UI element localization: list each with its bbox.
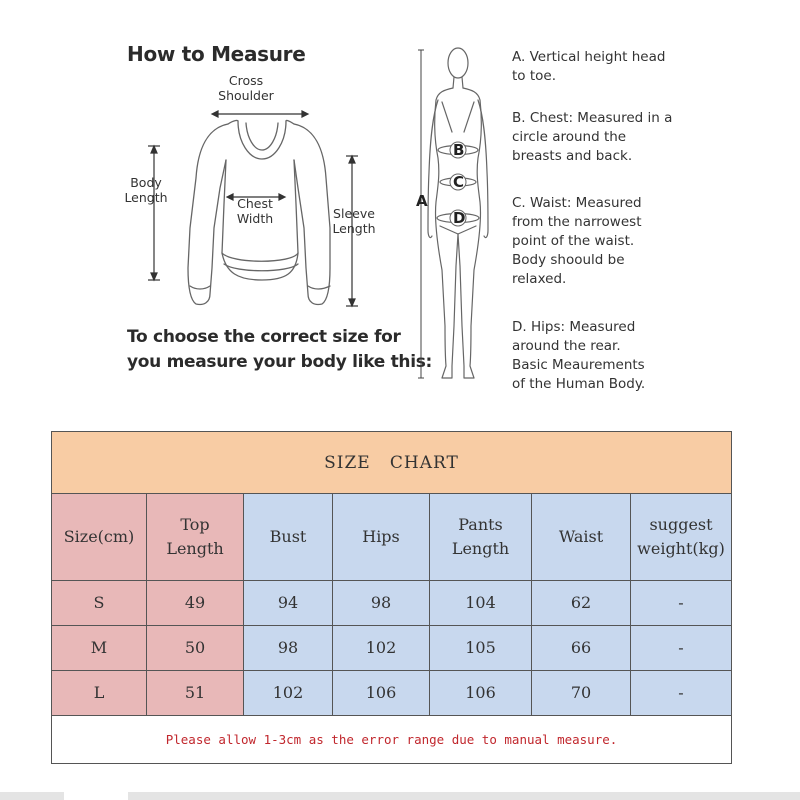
size-chart-title: SIZE CHART: [52, 432, 732, 494]
hips-letter-d: D: [453, 209, 466, 227]
header-waist: Waist: [532, 494, 631, 581]
size-tip-line-2: you measure your body like this:: [127, 352, 433, 372]
measure-title: How to Measure: [127, 42, 306, 66]
waist-cell: 66: [532, 626, 631, 671]
waist-cell: 62: [532, 581, 631, 626]
weight-cell: -: [631, 626, 732, 671]
chest-width-label: Chest Width: [236, 196, 274, 226]
hips-cell: 102: [333, 626, 430, 671]
top-length-cell: 50: [147, 626, 244, 671]
pants-length-cell: 104: [430, 581, 532, 626]
sweater-illustration: [108, 28, 408, 318]
bottom-strip-right: [128, 792, 800, 800]
header-top-length: Top Length: [147, 494, 244, 581]
how-to-measure-panel: [108, 28, 700, 423]
header-hips: Hips: [333, 494, 430, 581]
header-suggest-weight: suggest weight(kg): [631, 494, 732, 581]
size-cell: M: [52, 626, 147, 671]
hips-cell: 98: [333, 581, 430, 626]
size-tip-line-1: To choose the correct size for: [127, 327, 401, 347]
note-row: [52, 716, 732, 764]
description-chest: B. Chest: Measured in a circle around the breasts and back.: [512, 110, 673, 164]
chest-letter-b: B: [453, 141, 465, 159]
size-chart-title-row: [52, 432, 732, 494]
waist-cell: 70: [532, 671, 631, 716]
hips-cell: 106: [333, 671, 430, 716]
body-length-label: Body Length: [124, 175, 168, 205]
pants-length-cell: 105: [430, 626, 532, 671]
bust-cell: 94: [244, 581, 333, 626]
sleeve-length-label: Sleeve Length: [332, 206, 376, 236]
header-pants-length: Pants Length: [430, 494, 532, 581]
top-length-cell: 51: [147, 671, 244, 716]
size-cell: L: [52, 671, 147, 716]
bust-cell: 102: [244, 671, 333, 716]
size-chart-table: [51, 431, 732, 764]
height-letter-a: A: [416, 192, 428, 210]
bottom-strip-left: [0, 792, 64, 800]
description-hips: D. Hips: Measured around the rear. Basic Meaurements of the Human Body.: [512, 319, 646, 392]
header-bust: Bust: [244, 494, 333, 581]
table-row: [52, 626, 732, 671]
top-length-cell: 49: [147, 581, 244, 626]
table-row: [52, 581, 732, 626]
waist-letter-c: C: [453, 173, 465, 191]
cross-shoulder-label: Cross Shoulder: [218, 73, 274, 103]
size-cell: S: [52, 581, 147, 626]
header-size: Size(cm): [52, 494, 147, 581]
weight-cell: -: [631, 581, 732, 626]
weight-cell: -: [631, 671, 732, 716]
table-row: [52, 671, 732, 716]
error-range-note: Please allow 1-3cm as the error range due to manual measure.: [52, 716, 732, 764]
description-height: A. Vertical height head to toe.: [512, 49, 666, 84]
description-waist: C. Waist: Measured from the narrowest point of the waist. Body shoould be relaxed.: [512, 195, 642, 287]
bust-cell: 98: [244, 626, 333, 671]
header-row: [52, 494, 732, 581]
pants-length-cell: 106: [430, 671, 532, 716]
